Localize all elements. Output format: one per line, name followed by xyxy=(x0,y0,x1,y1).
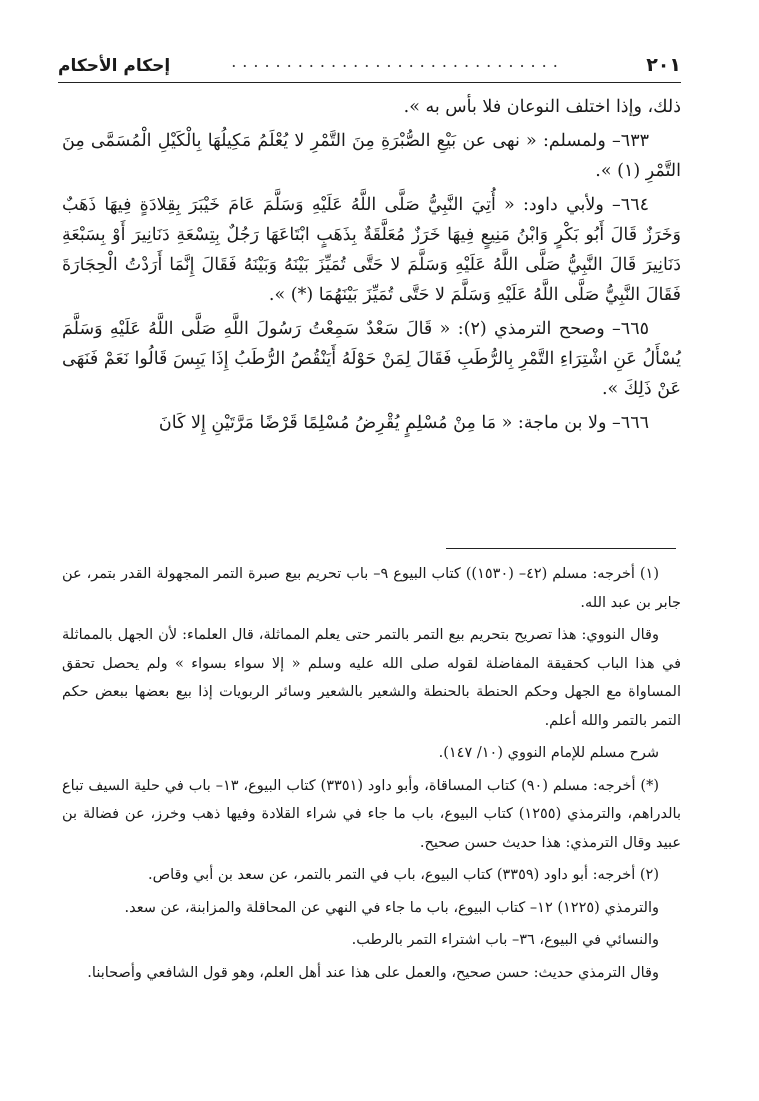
footnote-separator xyxy=(446,548,676,549)
hadith-633: ٦٣٣– ولمسلم: « نهى عن بَيْعِ الصُّبْرَةِ مِنَ التَّمْرِ لا يُعْلَمُ مَكِيلُهَا بِالْكَيْلِ الْمُسَمَّى مِنَ التَّمْرِ (١) ». xyxy=(62,131,681,181)
page-number: ٢٠١ xyxy=(646,54,681,76)
hadith-664: ٦٦٤– ولأبي داود: « أُتِيَ النَّبِيُّ صَلَّى اللَّهُ عَلَيْهِ وَسَلَّمَ عَامَ خَيْبَرَ بِقِلادَةٍ فِيهَا ذَهَبٌ وَخَرَزٌ قَالَ أَبُو بَكْرٍ وَابْنُ مَنِيعٍ فِيهَا خَرَزٌ مُعَلَّقَةٌ بِذَهَبٍ ابْتَاعَهَا رَجُلٌ بِتِسْعَةِ دَنَانِيرَ أَوْ بِسَبْعَةِ دَنَانِيرَ قَالَ النَّبِيُّ صَلَّى اللَّهُ عَلَيْهِ وَسَلَّمَ لا حَتَّى تُمَيِّزَ بَيْنَهُ وَبَيْنَهُ فَقَالَ إِنَّمَا أَرَدْتُ الْحِجَارَةَ فَقَالَ النَّبِيُّ صَلَّى اللَّهُ عَلَيْهِ وَسَلَّمَ لا حَتَّى تُمَيِّزَ بَيْنَهُمَا (*) ». xyxy=(62,195,681,305)
footnote-nawawi: وقال النووي: هذا تصريح بتحريم بيع التمر بالتمر حتى يعلم المماثلة، قال العلماء: لأن الجهل بالمماثلة في هذا الباب كحقيقة المفاضلة لقوله صلى الله عليه وسلم « إلا سواء بسواء » ولم يحصل تحقق المساواة مع الجهل وحكم الحنطة بالحنطة والشعير بالشعير وسائر الربويات إذا بيع بعضها ببعض حكم التمر بالتمر والله أعلم. xyxy=(62,627,681,729)
page-header xyxy=(58,52,681,83)
footnote-nasai: والنسائي في البيوع، ٣٦– باب اشتراء التمر بالرطب. xyxy=(351,932,659,948)
footnote-2: (٢) أخرجه: أبو داود (٣٣٥٩) كتاب البيوع، باب في التمر بالتمر، عن سعد بن أبي وقاص. xyxy=(147,867,659,883)
intro-line: ذلك، وإذا اختلف النوعان فلا بأس به ». xyxy=(403,97,681,117)
running-title: إحكام الأحكام xyxy=(58,56,171,76)
footnote-1: (١) أخرجه: مسلم (٤٢– (١٥٣٠)) كتاب البيوع ٩– باب تحريم بيع صبرة التمر المجهولة القدر بتمر، عن جابر بن عبد الله. xyxy=(62,566,681,611)
header-leader-dots: .............................. xyxy=(231,52,564,71)
hadith-666: ٦٦٦– ولا بن ماجة: « مَا مِنْ مُسْلِمٍ يُقْرِضُ مُسْلِمًا قَرْضًا مَرَّتَيْنِ إِلا كَانَ xyxy=(158,413,649,433)
footnote-sharh: شرح مسلم للإمام النووي (١٠/ ١٤٧). xyxy=(438,745,659,761)
footnote-star: (*) أخرجه: مسلم (٩٠) كتاب المساقاة، وأبو داود (٣٣٥١) كتاب البيوع، ١٣– باب في حلية السيف تباع بالدراهم، والترمذي (١٢٥٥) كتاب البيوع، باب ما جاء في شراء القلادة وفيها ذهب وخرز، عن فضالة بن عبيد وقال الترمذي: هذا حديث حسن صحيح. xyxy=(62,777,681,851)
footnote-tirmidhi-comment: وقال الترمذي حديث: حسن صحيح، والعمل على هذا عند أهل العلم، وهو قول الشافعي وأصحابنا. xyxy=(87,964,659,981)
footnote-tirmidhi: والترمذي (١٢٢٥) ١٢– كتاب البيوع، باب ما جاء في النهي عن المحاقلة والمزابنة، عن سعد. xyxy=(124,899,659,916)
footnotes xyxy=(62,560,681,991)
main-text xyxy=(62,92,681,442)
hadith-665: ٦٦٥– وصحح الترمذي (٢): « قَالَ سَعْدٌ سَمِعْتُ رَسُولَ اللَّهِ صَلَّى اللَّهُ عَلَيْهِ وَسَلَّمَ يُسْأَلُ عَنِ اشْتِرَاءِ التَّمْرِ بِالرُّطَبِ فَقَالَ لِمَنْ حَوْلَهُ أَيَنْقُصُ الرُّطَبُ إِذَا يَبِسَ قَالُوا نَعَمْ فَنَهَى عَنْ ذَلِكَ ». xyxy=(62,319,681,399)
